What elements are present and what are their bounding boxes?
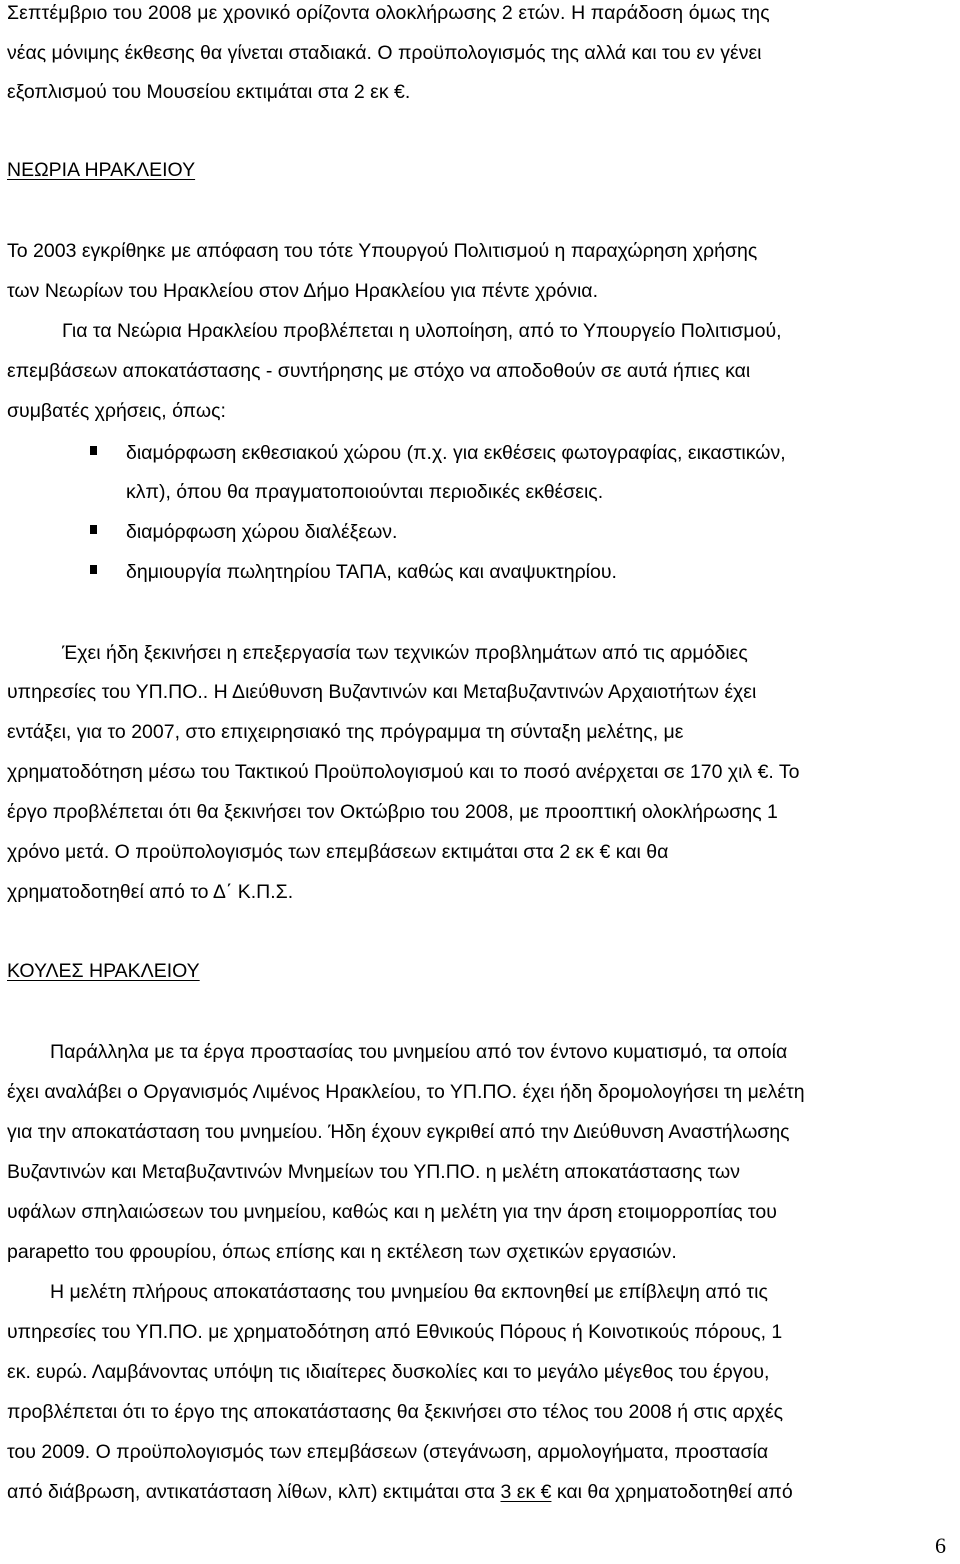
text-line: Η μελέτη πλήρους αποκατάστασης του μνημείου θα εκπονηθεί με επίβλεψη από τις: [50, 1281, 768, 1303]
section-heading-koules: ΚΟΥΛΕΣ ΗΡΑΚΛΕΙΟΥ: [7, 960, 200, 982]
text-line: χρηματοδότηση μέσω του Τακτικού Προϋπολογισμού και το ποσό ανέρχεται σε 170 χιλ €. Το: [7, 761, 800, 783]
text-line: Βυζαντινών και Μεταβυζαντινών Μνημείων του ΥΠ.ΠΟ. η μελέτη αποκατάστασης των: [7, 1161, 741, 1183]
text-line: εξοπλισμού του Μουσείου εκτιμάται στα 2 εκ €.: [7, 81, 411, 103]
text-segment: και θα χρηματοδοτηθεί από: [551, 1481, 793, 1503]
text-line: συμβατές χρήσεις, όπως:: [7, 400, 226, 422]
text-line: [7, 1480, 793, 1504]
text-segment: από διάβρωση, αντικατάσταση λίθων, κλπ) εκτιμάται στα: [7, 1481, 501, 1503]
text-line: Το 2003 εγκρίθηκε με απόφαση του τότε Υπουργού Πολιτισμού η παραχώρηση χρήσης: [7, 240, 758, 262]
text-line: χρηματοδοτηθεί από το Δ΄ Κ.Π.Σ.: [7, 881, 294, 903]
text-line: για την αποκατάσταση του μνημείου. Ήδη έχουν εγκριθεί από την Διεύθυνση Αναστήλωσης: [7, 1121, 790, 1143]
page-number: 6: [935, 1533, 946, 1558]
bullet-icon: [90, 565, 97, 574]
text-line: έχει αναλάβει ο Οργανισμός Λιμένος Ηρακλείου, το ΥΠ.ΠΟ. έχει ήδη δρομολογήσει τη μελέτη: [7, 1081, 805, 1103]
text-line: υπηρεσίες του ΥΠ.ΠΟ. με χρηματοδότηση από Εθνικούς Πόρους ή Κοινοτικούς πόρους, 1: [7, 1321, 783, 1343]
text-line: Έχει ήδη ξεκινήσει η επεξεργασία των τεχνικών προβλημάτων από τις αρμόδιες: [62, 642, 748, 664]
bullet-icon: [90, 446, 97, 455]
text-line: των Νεωρίων του Ηρακλείου στον Δήμο Ηρακλείου για πέντε χρόνια.: [7, 280, 598, 302]
text-line: εντάξει, για το 2007, στο επιχειρησιακό της πρόγραμμα τη σύνταξη μελέτης, με: [7, 721, 684, 743]
bullet-icon: [90, 525, 97, 534]
bullet-text: διαμόρφωση εκθεσιακού χώρου (π.χ. για εκθέσεις φωτογραφίας, εικαστικών,: [126, 442, 786, 464]
bullet-text: δημιουργία πωλητηρίου ΤΑΠΑ, καθώς και αναψυκτηρίου.: [126, 561, 617, 583]
bullet-text: διαμόρφωση χώρου διαλέξεων.: [126, 521, 398, 543]
text-line: προβλέπεται ότι το έργο της αποκατάστασης θα ξεκινήσει στο τέλος του 2008 ή στις αρχές: [7, 1401, 784, 1423]
section-heading-neoria: ΝΕΩΡΙΑ ΗΡΑΚΛΕΙΟΥ: [7, 159, 196, 181]
text-line: υπηρεσίες του ΥΠ.ΠΟ.. Η Διεύθυνση Βυζαντινών και Μεταβυζαντινών Αρχαιοτήτων έχει: [7, 681, 757, 703]
text-line: του 2009. Ο προϋπολογισμός των επεμβάσεων (στεγάνωση, αρμολογήματα, προστασία: [7, 1441, 769, 1463]
text-line: νέας μόνιμης έκθεσης θα γίνεται σταδιακά. Ο προϋπολογισμός της αλλά και του εν γένει: [7, 42, 762, 64]
bullet-text: κλπ), όπου θα πραγματοποιούνται περιοδικές εκθέσεις.: [126, 481, 604, 503]
text-line: υφάλων σπηλαιώσεων του μνημείου, καθώς και η μελέτη για την άρση ετοιμορροπίας του: [7, 1201, 777, 1223]
text-line: χρόνο μετά. Ο προϋπολογισμός των επεμβάσεων εκτιμάται στα 2 εκ € και θα: [7, 841, 669, 863]
text-line: Παράλληλα με τα έργα προστασίας του μνημείου από τον έντονο κυματισμό, τα οποία: [50, 1041, 788, 1063]
text-line: parapetto του φρουρίου, όπως επίσης και η εκτέλεση των σχετικών εργασιών.: [7, 1241, 677, 1263]
underlined-amount: 3 εκ €: [500, 1481, 552, 1503]
text-line: Για τα Νεώρια Ηρακλείου προβλέπεται η υλοποίηση, από το Υπουργείο Πολιτισμού,: [62, 320, 782, 342]
text-line: Σεπτέμβριο του 2008 με χρονικό ορίζοντα ολοκλήρωσης 2 ετών. Η παράδοση όμως της: [7, 2, 770, 24]
text-line: έργο προβλέπεται ότι θα ξεκινήσει τον Οκτώβριο του 2008, με προοπτική ολοκλήρωσης 1: [7, 801, 778, 823]
text-line: επεμβάσεων αποκατάστασης - συντήρησης με στόχο να αποδοθούν σε αυτά ήπιες και: [7, 360, 751, 382]
text-line: εκ. ευρώ. Λαμβάνοντας υπόψη τις ιδιαίτερες δυσκολίες και το μεγάλο μέγεθος του έργου,: [7, 1361, 770, 1383]
